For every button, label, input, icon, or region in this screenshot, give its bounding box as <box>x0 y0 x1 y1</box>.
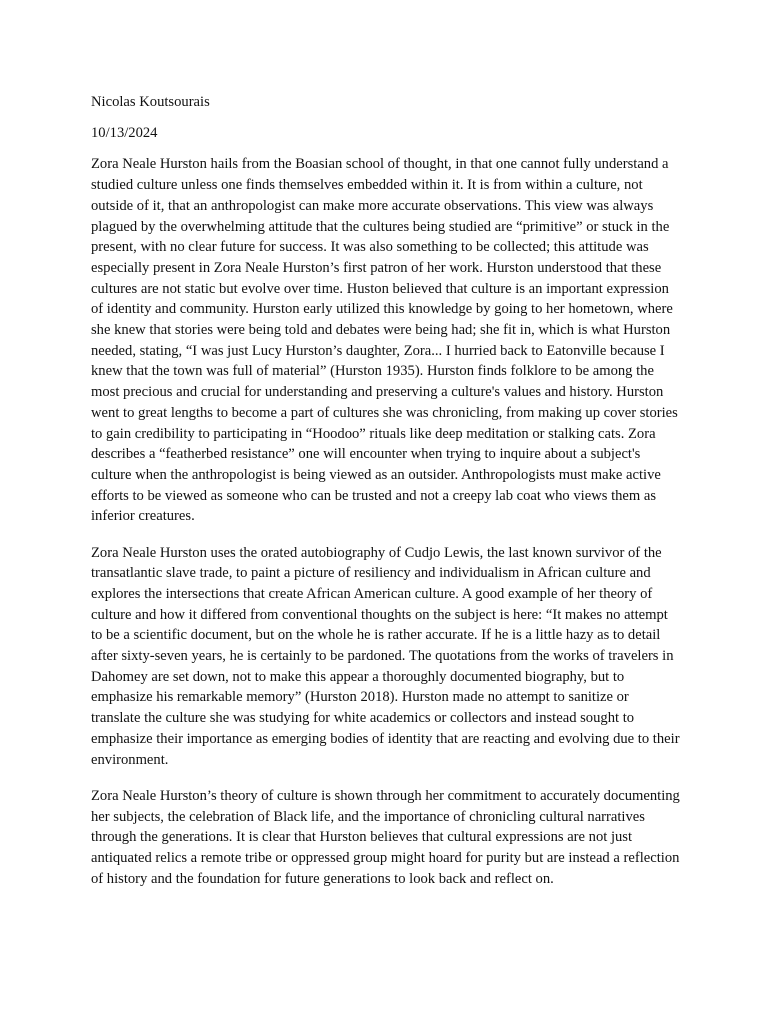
paragraph-2: Zora Neale Hurston uses the orated autobiography of Cudjo Lewis, the last known survivor of the transatlantic slave trade, to paint a picture of resiliency and individualism in African culture and explores the intersections that create African American culture. A good example of her theory of culture and how it differed from conventional thoughts on the subject is here: “It makes no attempt to be a scientific document, but on the whole he is rather accurate. If he is a little hazy as to detail after sixty-seven years, he is certainly to be pardoned. The quotations from the works of travelers in Dahomey are set down, not to make this appear a thoroughly documented biography, but to emphasize his remarkable memory” (Hurston 2018). Hurston made no attempt to sanitize or translate the culture she was studying for white academics or collectors and instead sought to emphasize their importance as emerging bodies of identity that are reacting and evolving due to their environment. <box>91 544 680 768</box>
paragraph-3: Zora Neale Hurston’s theory of culture is shown through her commitment to accurately documenting her subjects, the celebration of Black life, and the importance of chronicling cultural narratives through the generations. It is clear that Hurston believes that cultural expressions are not just antiquated relics a remote tribe or oppressed group might hoard for purity but are instead a reflection of history and the foundation for future generations to look back and reflect on. <box>91 787 680 887</box>
document-date: 10/13/2024 <box>91 125 158 142</box>
paragraph-1: Zora Neale Hurston hails from the Boasian school of thought, in that one cannot fully understand a studied culture unless one finds themselves embedded within it. It is from within a culture, not outside of it, that an anthropologist can make more accurate observations. This view was always plagued by the overwhelming attitude that the cultures being studied are “primitive” or stuck in the present, with no clear future for success. It was also something to be collected; this attitude was especially present in Zora Neale Hurston’s first patron of her work. Hurston understood that these cultures are not static but evolve over time. Huston believed that culture is an important expression of identity and community. Hurston early utilized this knowledge by going to her hometown, where she knew that stories were being told and debates were being had; she fit in, which is what Hurston needed, stating, “I was just Lucy Hurston’s daughter, Zora... I hurried back to Eatonville because I knew that the town was full of material” (Hurston 1935). Hurston finds folklore to be among the most precious and crucial for understanding and preserving a culture's values and history. Hurston went to great lengths to become a part of cultures she was chronicling, from making up cover stories to gain credibility to participating in “Hoodoo” rituals like deep meditation or stalking cats. Zora describes a “featherbed resistance” one will encounter when trying to inquire about a subject's culture when the anthropologist is being viewed as an outsider. Anthropologists must make active efforts to be viewed as someone who can be trusted and not a creepy lab coat who views them as inferior creatures. <box>91 156 678 525</box>
author-name: Nicolas Koutsourais <box>91 94 210 110</box>
document-body <box>91 92 681 905</box>
